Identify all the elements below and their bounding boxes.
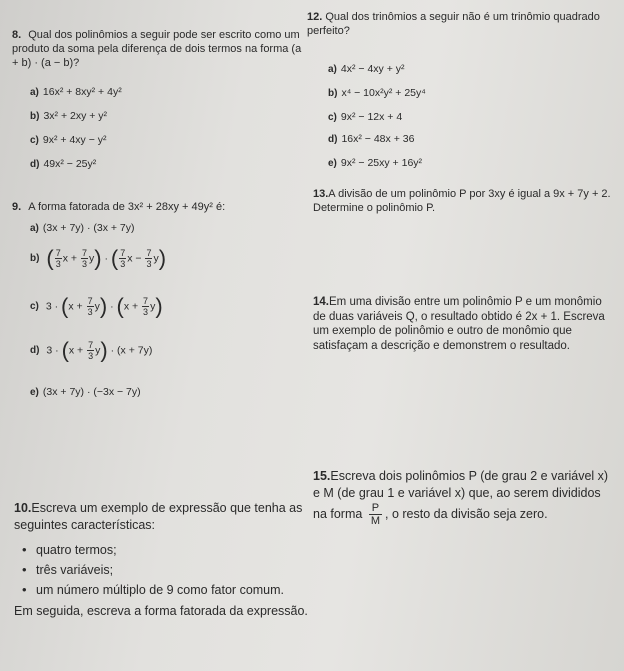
question-15: 15.Escreva dois polinômios P (de grau 2 e variável x) e M (de grau 1 e variável x) que, ao serem divididos na forma $\frac{P}{M}$ , o resto da divisão seja zero. (313, 469, 609, 527)
characteristics-list (14, 542, 309, 599)
option-12d: d) 16x² − 48x + 36 (328, 133, 415, 145)
option-8b: b) 3x² + 2xy + y² (30, 110, 108, 122)
question-number: 12. (307, 11, 323, 23)
question-text: Escreva um exemplo de expressão que tenha as seguintes características: (14, 501, 303, 532)
question-number: 13. (313, 188, 329, 200)
list-item: • quatro termos; (14, 542, 309, 559)
option-8c: c) 9x² + 4xy − y² (30, 134, 107, 146)
question-12 (307, 10, 607, 38)
question-text: Escreva dois polinômios P (de grau 2 e variável x) e M (de grau 1 e variável x) que, ao serem divididos na forma (313, 469, 609, 521)
option-12a: a) 4x² − 4xy + y² (328, 63, 405, 75)
option-9c: c) 3 · (x + $\frac{7}{3}$ y) · (x + $\frac{7}{3}$ y) (30, 293, 163, 319)
question-text: Qual dos polinômios a seguir pode ser escrito como um produto da soma pela diferença de dois termos na forma (a + b) · (a − b)? (12, 29, 302, 69)
option-8d: d) 49x² − 25y² (30, 158, 97, 170)
question-text: Qual dos trinômios a seguir não é um trinômio quadrado perfeito? (307, 11, 600, 37)
question-number: 14. (313, 296, 329, 308)
question-text: A forma fatorada de 3x² + 28xy + 49y² é: (28, 201, 226, 213)
question-number: 15. (313, 469, 331, 483)
question-text: A divisão de um polinômio P por 3xy é igual a 9x + 7y + 2. Determine o polinômio P. (313, 188, 611, 214)
option-9a: a) (3x + 7y) · (3x + 7y) (30, 222, 135, 234)
option-12c: c) 9x² − 12x + 4 (328, 111, 403, 123)
option-12b: b) x⁴ − 10x²y² + 25y⁴ (328, 87, 426, 99)
question-number: 9. (12, 201, 22, 213)
question-text: Em uma divisão entre um polinômio P e um monômio de duas variáveis Q, o resultado obtido é 2x + 1. Escreva um exemplo de polinômio e outro de monômio que satisfaçam a descrição e demonstrem o resultado. (313, 296, 605, 352)
question-number: 10. (14, 501, 32, 515)
option-8a: a) 16x² + 8xy² + 4y² (30, 86, 122, 98)
question-8 (12, 28, 302, 70)
list-item: • três variáveis; (14, 562, 309, 579)
question-10 (14, 500, 309, 620)
option-9d: d) 3 · (x + $\frac{7}{3}$ y) · (x + 7y) (30, 337, 153, 363)
question-number: 8. (12, 29, 22, 41)
question-9 (12, 200, 302, 214)
option-12e: e) 9x² − 25xy + 16y² (328, 157, 423, 169)
question-13 (313, 187, 613, 215)
option-9e: e) (3x + 7y) · (−3x − 7y) (30, 386, 141, 398)
option-9b: b) ( $\frac{7}{3}$ x + $\frac{7}{3}$ y) · ( $\frac{7}{3}$ x − $\frac{7}{3}$ y) (30, 245, 167, 271)
closing-instruction: Em seguida, escreva a forma fatorada da expressão. (14, 604, 308, 618)
question-14 (313, 295, 613, 353)
fraction-p-over-m: $\frac{P}{M}$ (370, 502, 380, 527)
list-item: • um número múltiplo de 9 como fator comum. (14, 582, 309, 599)
